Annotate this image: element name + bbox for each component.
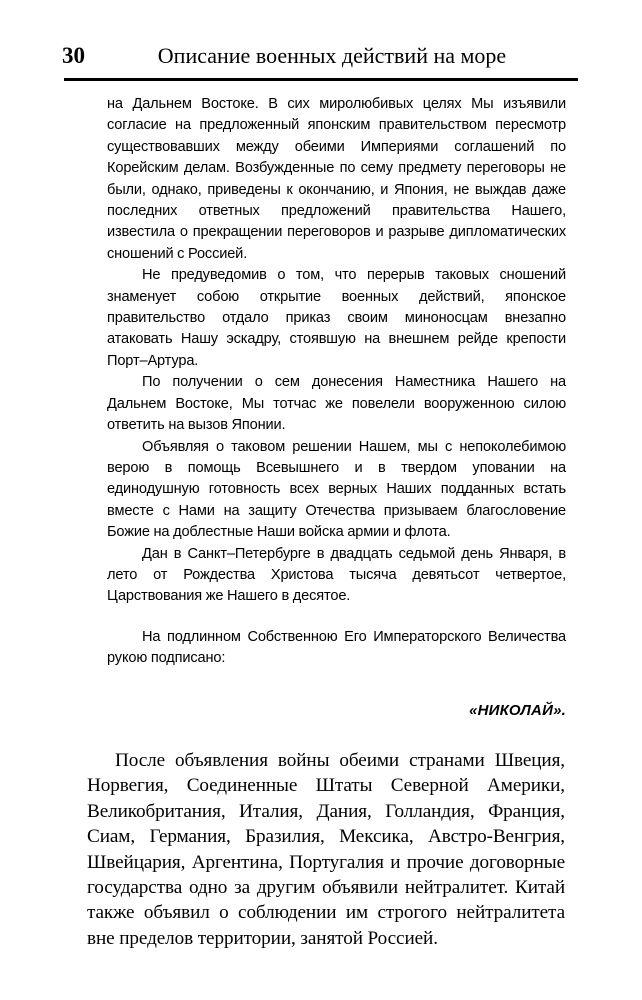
running-title: Описание военных действий на море — [157, 43, 507, 68]
decree-paragraph-5: Дан в Санкт–Петербурге в двадцать седьмой день Января, в лето от Рождества Христова тысяча девятьсот четвертое, Царствования же Нашего в десятое. — [107, 545, 566, 605]
decree-paragraph-4: Объявляя о таковом решении Нашем, мы с непоколебимою верою в помощь Всевышнего и в твердом уповании на единодушную готовность всех верных Наших подданных встать вместе с Нами на защиту Отечества призываем благословение Божие на доблестные Наши войска армии и флота. — [107, 438, 566, 541]
header-rule — [64, 78, 578, 81]
page-number: 30 — [62, 43, 85, 68]
decree-body — [107, 94, 566, 670]
decree-paragraph-2: Не предуведомив о том, что перерыв таковых сношений знаменует собою открытие военных действий, японское правительство отдало приказ своим миноносцам внезапно атаковать Нашу эскадру, стоявшую на внешнем рейде крепости Порт–Артура. — [107, 267, 566, 369]
decree-paragraph-3: По получении о сем донесения Наместника Нашего на Дальнем Востоке, Мы тотчас же повелели вооруженною силою ответить на вызов Японии. — [107, 374, 566, 434]
decree-paragraph-1: на Дальнем Востоке. В сих миролюбивых целях Мы изъявили согласие на предложенный японским правительством пересмотр существовавших между обеими Империями соглашений по Корейским делам. Возбужденные по сему предмету переговоры не были, однако, приведены к окончанию, и Япония, не выждав даже последних ответных предложений правительства Нашего, известила о прекращении переговоров и разрыве дипломатических сношений с Россией. — [107, 96, 566, 262]
running-header — [62, 42, 578, 76]
decree-signature: «НИКОЛАЙ». — [469, 702, 566, 719]
decree-paragraph-6: На подлинном Собственною Его Императорского Величества рукою подписано: — [107, 628, 566, 667]
narrative-body — [87, 748, 565, 951]
narrative-paragraph-1: После объявления войны обеими странами Швеция, Норвегия, Соединенные Штаты Северной Америки, Великобритания, Италия, Дания, Голландия, Франция, Сиам, Германия, Бразилия, Мексика, Австро-Венгрия, Швейцария, Аргентина, Португалия и прочие договорные государства одно за другим объявили нейтралитет. Китай также объявил о соблюдении им строгого нейтралитета вне пределов территории, занятой Россией. — [87, 750, 565, 949]
